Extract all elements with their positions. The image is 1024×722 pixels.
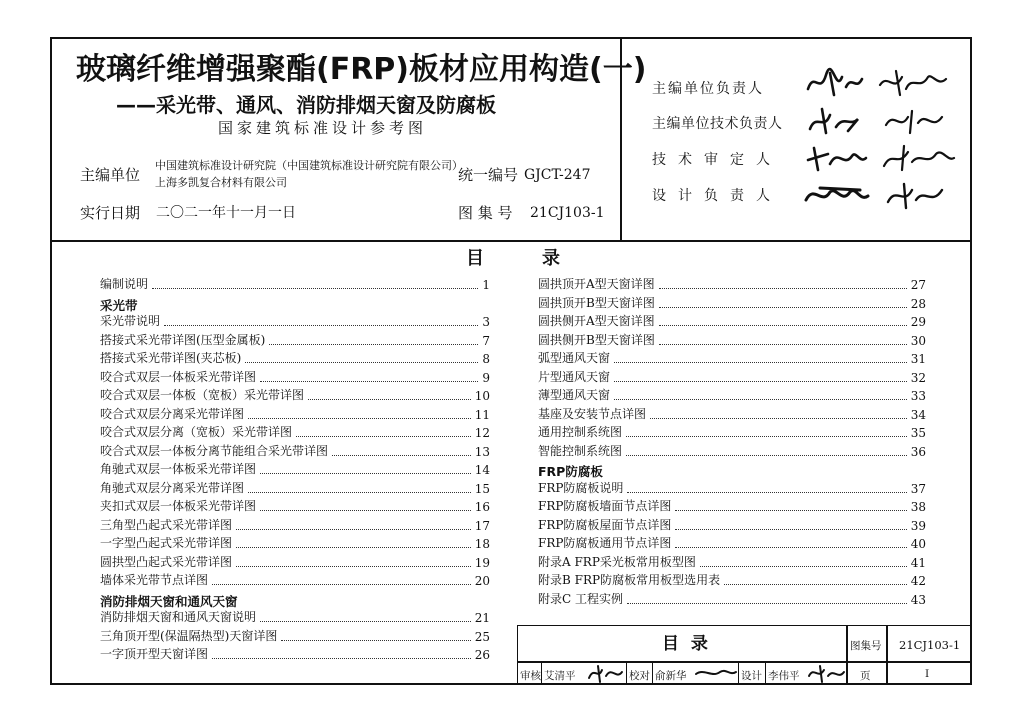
title-block-sep-c [652,661,653,685]
toc-entry-title: 咬合式双层一体板（宽板）采光带详图 [100,388,305,402]
designer-signature [806,662,846,684]
toc-leader-dots [700,566,907,567]
handwritten-signature-1 [800,65,960,99]
toc-leader-dots [659,325,907,326]
toc-entry-page: 10 [474,389,490,403]
toc-entry[interactable] [538,295,926,311]
review-label: 审核 [520,670,541,682]
toc-entry-title: 编制说明 [100,277,149,291]
toc-entry-title: 薄型通风天窗 [538,388,611,402]
toc-entry-title: 通用控制系统图 [538,425,623,439]
title-block-title: 目 录 [662,634,708,654]
toc-entry-page: 37 [910,481,926,496]
toc-entry-title: 圆拱顶开A型天窗详图 [538,277,655,291]
toc-entry-title: 附录C 工程实例 [538,591,623,606]
toc-leader-dots [724,584,907,585]
toc-entry-page: 29 [910,315,926,329]
toc-entry-title: 咬合式双层分离采光带详图 [100,406,245,421]
toc-leader-dots [614,381,907,382]
toc-entry-title: 墙体采光带节点详图 [100,573,209,587]
toc-leader-dots [245,362,478,363]
toc-leader-dots [659,307,907,308]
toc-entry-page: 35 [910,426,926,440]
toc-leader-dots [260,621,471,622]
toc-entry[interactable] [538,572,926,588]
toc-leader-dots [212,658,471,659]
title-block-col-2 [886,625,888,685]
toc-entry-page: 41 [910,555,926,570]
toc-entry[interactable] [100,276,490,292]
toc-leader-dots [675,529,906,530]
toc-leader-dots [308,399,471,400]
toc-entry-page: 30 [910,333,926,348]
toc-leader-dots [236,529,471,530]
toc-entry-title: 附录A FRP采光板常用板型图 [538,554,696,569]
toc-entry[interactable] [100,480,490,496]
toc-entry[interactable] [100,628,490,644]
toc-entry[interactable] [538,369,926,385]
toc-entry-title: 搭接式采光带详图(夹芯板) [100,351,242,365]
toc-entry-title: 圆拱侧开B型天窗详图 [538,332,655,347]
toc-leader-dots [260,473,471,474]
signature-label-design-head: 设计负责人 [652,188,782,204]
toc-entry[interactable] [100,461,490,477]
toc-entry[interactable] [100,498,490,514]
toc-leader-dots [659,288,907,289]
toc-leader-dots [332,455,471,456]
toc-entry-page: 26 [474,648,490,662]
toc-entry-page: 16 [474,500,490,514]
toc-entry-title: FRP防腐板墙面节点详图 [538,499,672,513]
toc-entry-page: 18 [474,537,490,551]
toc-entry-page: 39 [910,518,926,533]
toc-leader-dots [236,547,471,548]
signature-label-tech-head: 主编单位技术负责人 [652,116,783,132]
toc-leader-dots [675,510,906,511]
toc-leader-dots [260,381,478,382]
toc-entry-page: 33 [910,389,926,403]
toc-entry-page: 19 [474,555,490,570]
handwritten-signature-4 [800,178,960,212]
toc-entry-page: 3 [482,315,490,329]
toc-entry[interactable] [538,424,926,440]
toc-entry-page: 31 [910,352,926,366]
toc-entry[interactable] [538,313,926,329]
toc-entry[interactable] [538,480,926,496]
toc-section-heading: FRP防腐板 [538,464,603,479]
toc-entry-title: 角驰式双层分离采光带详图 [100,480,245,495]
toc-entry-page: 27 [910,278,926,292]
signature-label-tech-review: 技术审定人 [652,152,782,168]
toc-entry[interactable] [538,443,926,459]
document-title: 玻璃纤维增强聚酯(FRP)板材应用构造(一) [76,52,647,87]
toc-entry-page: 20 [474,574,490,588]
toc-entry-title: 附录B FRP防腐板常用板型选用表 [538,573,721,587]
toc-entry-page: 36 [910,444,926,459]
toc-entry[interactable] [100,369,490,385]
title-block-atlas-label: 图集号 [850,640,882,652]
toc-entry-title: 弧型通风天窗 [538,351,611,365]
toc-entry-title: 智能控制系统图 [538,443,623,458]
toc-leader-dots [248,492,471,493]
toc-entry-page: 42 [910,574,926,588]
toc-entry[interactable] [538,498,926,514]
toc-entry-page: 8 [482,352,490,366]
toc-entry[interactable] [100,646,490,662]
toc-leader-dots [614,399,907,400]
check-label: 校对 [629,670,650,682]
toc-entry-page: 21 [474,611,490,625]
toc-leader-dots [626,455,907,456]
date-value: 二〇二一年十一月一日 [156,205,296,221]
toc-entry[interactable] [100,406,490,422]
toc-entry-title: 一字顶开型天窗详图 [100,647,209,661]
toc-leader-dots [269,344,478,345]
toc-entry-page: 38 [910,500,926,514]
toc-section-heading: 消防排烟天窗和通风天窗 [100,593,238,609]
toc-entry-title: 消防排烟天窗和通风天窗说明 [100,610,257,624]
designer-name: 李伟平 [768,670,800,682]
toc-entry-page: 34 [910,407,926,422]
toc-leader-dots [296,436,471,437]
toc-entry-page: 17 [474,518,490,533]
toc-leader-dots [281,640,470,641]
toc-entry-page: 13 [474,444,490,459]
toc-entry[interactable] [100,313,490,329]
toc-entry[interactable] [538,387,926,403]
editor-label: 主编单位 [80,166,141,184]
toc-entry-title: 圆拱型凸起式采光带详图 [100,554,233,569]
page-number: I [925,668,930,680]
title-block-col-1 [846,625,848,685]
toc-entry[interactable] [538,554,926,570]
toc-entry[interactable] [100,535,490,551]
toc-entry-title: 搭接式采光带详图(压型金属板) [100,332,266,347]
toc-entry[interactable] [100,517,490,533]
toc-entry-title: 一字型凸起式采光带详图 [100,536,233,550]
toc-entry-title: 圆拱顶开B型天窗详图 [538,295,655,310]
toc-entry-title: 咬合式双层分离（宽板）采光带详图 [100,425,293,439]
toc-leader-dots [650,418,907,419]
toc-leader-dots [627,603,907,604]
toc-entry[interactable] [100,424,490,440]
toc-entry-title: 基座及安装节点详图 [538,406,647,421]
toc-heading-right: 录 [542,248,560,269]
title-block-sep-e [765,661,766,685]
toc-entry[interactable] [100,387,490,403]
toc-entry[interactable] [538,276,926,292]
atlas-no: 21CJ103-1 [530,205,605,221]
toc-leader-dots [626,436,907,437]
toc-entry-page: 32 [910,370,926,385]
toc-entry-title: 三角型凸起式采光带详图 [100,517,233,532]
checker-signature [694,664,738,682]
document-reference: 国家建筑标准设计参考图 [218,119,428,137]
design-label: 设计 [741,670,762,682]
toc-entry[interactable] [100,554,490,570]
toc-entry-page: 14 [474,463,490,477]
toc-entry[interactable] [538,406,926,422]
toc-leader-dots [212,584,471,585]
toc-entry[interactable] [538,350,926,366]
toc-entry-title: 三角顶开型(保温隔热型)天窗详图 [100,628,278,643]
toc-leader-dots [248,418,471,419]
reviewer-name: 艾清平 [544,670,576,682]
toc-entry[interactable] [100,572,490,588]
toc-entry-title: 角驰式双层一体板采光带详图 [100,462,257,476]
toc-leader-dots [260,510,471,511]
atlas-no-label: 图 集 号 [458,204,513,222]
toc-entry[interactable] [538,591,926,607]
title-block-sep-d [738,661,739,685]
toc-leader-dots [659,344,907,345]
reviewer-signature [586,662,626,684]
toc-entry-page: 7 [482,333,490,348]
toc-entry-title: 夹扣式双层一体板采光带详图 [100,499,257,513]
toc-entry-title: 片型通风天窗 [538,369,611,384]
toc-entry[interactable] [538,535,926,551]
handwritten-signature-3 [800,140,960,174]
editor-org-1: 中国建筑标准设计研究院（中国建筑标准设计研究院有限公司） [155,159,463,172]
checker-name: 俞新华 [655,670,687,682]
toc-entry-page: 43 [910,592,926,607]
toc-leader-dots [675,547,906,548]
title-block-sep-a [541,661,542,685]
toc-entry-page: 15 [474,481,490,496]
title-block-atlas-no: 21CJ103-1 [899,638,961,652]
toc-entry[interactable] [100,350,490,366]
editor-org-2: 上海多凯复合材料有限公司 [155,176,287,189]
toc-leader-dots [152,288,478,289]
toc-leader-dots [614,362,907,363]
unified-no: GJCT-247 [524,167,591,183]
toc-section-heading: 采光带 [100,297,138,313]
signature-label-editor-head: 主编单位负责人 [652,81,764,97]
toc-entry-title: FRP防腐板说明 [538,480,624,495]
toc-entry-title: 圆拱侧开A型天窗详图 [538,314,655,328]
header-divider-horizontal [50,240,972,242]
toc-entry-title: 咬合式双层一体板分离节能组合采光带详图 [100,443,329,458]
page-label: 页 [860,670,871,682]
toc-entry-title: FRP防腐板通用节点详图 [538,536,672,550]
toc-leader-dots [627,492,906,493]
document-subtitle: ——采光带、通风、消防排烟天窗及防腐板 [116,93,496,117]
toc-entry[interactable] [538,517,926,533]
toc-entry-title: 采光带说明 [100,314,161,328]
toc-entry-title: FRP防腐板屋面节点详图 [538,517,672,532]
toc-leader-dots [236,566,471,567]
toc-entry[interactable] [100,609,490,625]
toc-entry[interactable] [538,332,926,348]
toc-entry-title: 咬合式双层一体板采光带详图 [100,369,257,384]
toc-entry[interactable] [100,332,490,348]
date-label: 实行日期 [80,204,141,222]
toc-leader-dots [164,325,478,326]
toc-entry[interactable] [100,443,490,459]
handwritten-signature-2 [800,103,960,137]
toc-entry-page: 28 [910,296,926,311]
toc-entry-page: 9 [482,370,490,385]
toc-entry-page: 11 [474,407,490,422]
title-block-sep-b [626,661,627,685]
toc-entry-page: 12 [474,426,490,440]
toc-entry-page: 25 [474,629,490,644]
unified-no-label: 统一编号 [458,166,519,184]
toc-entry-page: 1 [482,278,490,292]
toc-entry-page: 40 [910,537,926,551]
toc-heading-left: 目 [466,248,484,269]
